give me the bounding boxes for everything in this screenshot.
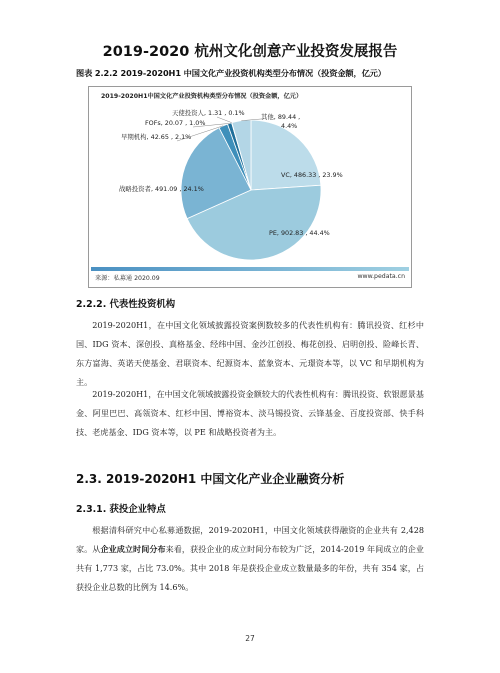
para-text-2: 来看，获投企业的成立时间分布较为广泛，2014-2019 年间成立的企业共有 1,773 家，占比 73.0%。其中 2018 年是获投企业成立数量最多的年份，共有 354 家，占获投企业总数的比例为 14.6%。 (76, 544, 424, 592)
slice-label-other-pct: 4.4% (281, 122, 298, 130)
paragraph-institutions-count: 2019-2020H1，在中国文化领域披露投资案例数较多的代表性机构有：腾讯投资、红杉中国、IDG 资本、深创投、真格基金、经纬中国、金沙江创投、梅花创投、启明创投、险峰长青、东方富海、英诺天使基金、君联资本、纪源资本、蓝象资本、元璟资本等，以 VC 和早期机构为主。 (76, 320, 424, 387)
slice-label-fofs: FOFs, 20.07 , 1.0% (145, 119, 206, 127)
paragraph-funded-companies (76, 521, 424, 597)
pie-chart-figure (88, 86, 412, 288)
para-bold-text: 企业成立时间分布 (100, 544, 166, 554)
slice-label-other: 其他, 89.44 , (261, 113, 301, 121)
slice-label-zaoqi: 早期机构, 42.65 , 2.1% (121, 133, 192, 141)
slice-label-pe: PE, 902.83 , 44.4% (269, 229, 330, 237)
slice-label-tianshi: 天使投资人, 1.31 , 0.1% (172, 109, 245, 117)
slice-label-vc: VC, 486.33 , 23.9% (281, 171, 343, 179)
pie-chart (89, 87, 413, 289)
section-heading-2-3-1: 2.3.1. 获投企业特点 (76, 504, 166, 515)
chart-footer-bar (91, 267, 409, 271)
leader-line-5 (217, 117, 232, 123)
figure-caption: 图表 2.2.2 2019-2020H1 中国文化产业投资机构类型分布情况（投资金额，亿元） (76, 68, 386, 78)
section-heading-2-3: 2.3. 2019-2020H1 中国文化产业企业融资分析 (76, 472, 345, 486)
document-title: 2019-2020 杭州文化创意产业投资发展报告 (102, 44, 398, 60)
paragraph-institutions-amount: 2019-2020H1，在中国文化领域披露投资金额较大的代表性机构有：腾讯投资、软银愿景基金、阿里巴巴、高瓴资本、红杉中国、博裕资本、淡马锡投资、云锋基金、百度投资部、快手科技、老虎基金、IDG 资本等，以 PE 和战略投资者为主。 (76, 389, 424, 437)
chart-site: www.pedata.cn (357, 273, 405, 280)
pie-slice-0 (251, 120, 321, 190)
slice-label-zhanlue: 战略投资者, 491.09 , 24.1% (119, 185, 204, 193)
chart-source: 来源：私募通 2020.09 (95, 275, 160, 282)
para-text-1: 根据清科研究中心私募通数据，2019-2020H1，中国文化领域获得融资的企业共有 2,428 家。从 (76, 525, 424, 554)
section-heading-2-2-2: 2.2.2. 代表性投资机构 (76, 299, 176, 310)
chart-title: 2019-2020H1中国文化产业投资机构类型分布情况（投资金额，亿元） (101, 93, 303, 100)
page-number: 27 (245, 634, 255, 643)
